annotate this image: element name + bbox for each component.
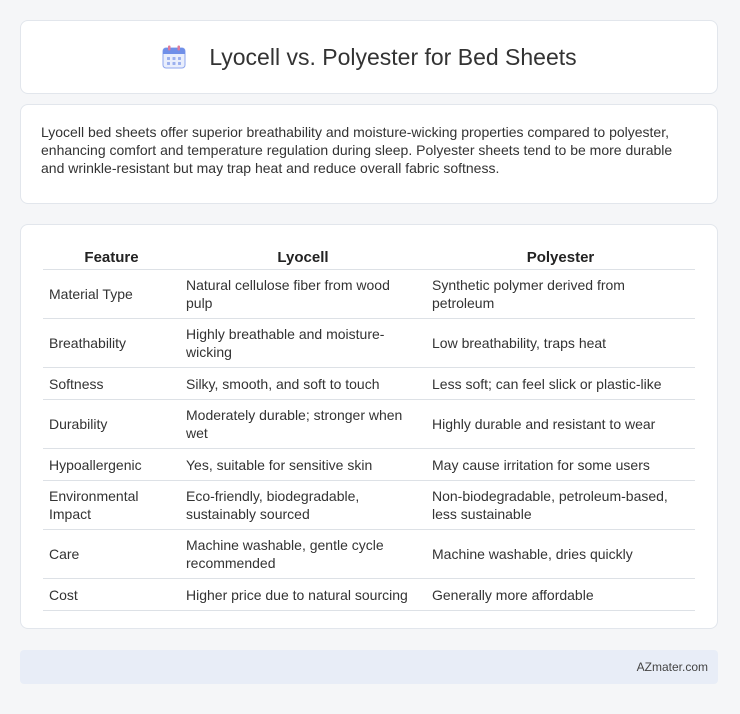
polyester-cell: Highly durable and resistant to wear bbox=[426, 400, 695, 449]
footer-brand: AZmater.com bbox=[636, 660, 708, 674]
table-row bbox=[43, 530, 695, 579]
polyester-cell: Machine washable, dries quickly bbox=[426, 530, 695, 579]
lyocell-cell: Natural cellulose fiber from wood pulp bbox=[180, 270, 426, 319]
header-feature: Feature bbox=[43, 245, 180, 270]
table-row bbox=[43, 270, 695, 319]
polyester-cell: Synthetic polymer derived from petroleum bbox=[426, 270, 695, 319]
title-card bbox=[20, 20, 718, 94]
lyocell-cell: Highly breathable and moisture-wicking bbox=[180, 319, 426, 368]
polyester-cell: Low breathability, traps heat bbox=[426, 319, 695, 368]
feature-cell: Material Type bbox=[43, 270, 180, 319]
table-row bbox=[43, 368, 695, 400]
calendar-icon bbox=[161, 44, 187, 70]
lyocell-cell: Eco-friendly, biodegradable, sustainably sourced bbox=[180, 481, 426, 530]
table-row bbox=[43, 449, 695, 481]
polyester-cell: Less soft; can feel slick or plastic-like bbox=[426, 368, 695, 400]
feature-cell: Softness bbox=[43, 368, 180, 400]
feature-cell: Care bbox=[43, 530, 180, 579]
lyocell-cell: Machine washable, gentle cycle recommended bbox=[180, 530, 426, 579]
table-row bbox=[43, 319, 695, 368]
lyocell-cell: Moderately durable; stronger when wet bbox=[180, 400, 426, 449]
table-row bbox=[43, 481, 695, 530]
polyester-cell: Generally more affordable bbox=[426, 579, 695, 611]
feature-cell: Environmental Impact bbox=[43, 481, 180, 530]
feature-cell: Breathability bbox=[43, 319, 180, 368]
polyester-cell: Non-biodegradable, petroleum-based, less sustainable bbox=[426, 481, 695, 530]
polyester-cell: May cause irritation for some users bbox=[426, 449, 695, 481]
footer bbox=[20, 650, 718, 684]
header-polyester: Polyester bbox=[426, 245, 695, 270]
lyocell-cell: Silky, smooth, and soft to touch bbox=[180, 368, 426, 400]
table-row bbox=[43, 579, 695, 611]
page-title: Lyocell vs. Polyester for Bed Sheets bbox=[209, 43, 577, 70]
table-header-row bbox=[43, 245, 695, 270]
feature-cell: Cost bbox=[43, 579, 180, 611]
comparison-table bbox=[43, 245, 695, 611]
header-lyocell: Lyocell bbox=[180, 245, 426, 270]
lyocell-cell: Higher price due to natural sourcing bbox=[180, 579, 426, 611]
lyocell-cell: Yes, suitable for sensitive skin bbox=[180, 449, 426, 481]
intro-card bbox=[20, 104, 718, 204]
table-row bbox=[43, 400, 695, 449]
feature-cell: Hypoallergenic bbox=[43, 449, 180, 481]
intro-text: Lyocell bed sheets offer superior breathability and moisture-wicking properties compared to polyester, enhancing comfort and temperature regulation during sleep. Polyester sheets tend to be more durable and wrinkle-resistant but may trap heat and reduce overall fabric softness. bbox=[41, 124, 673, 176]
comparison-card bbox=[20, 224, 718, 629]
feature-cell: Durability bbox=[43, 400, 180, 449]
